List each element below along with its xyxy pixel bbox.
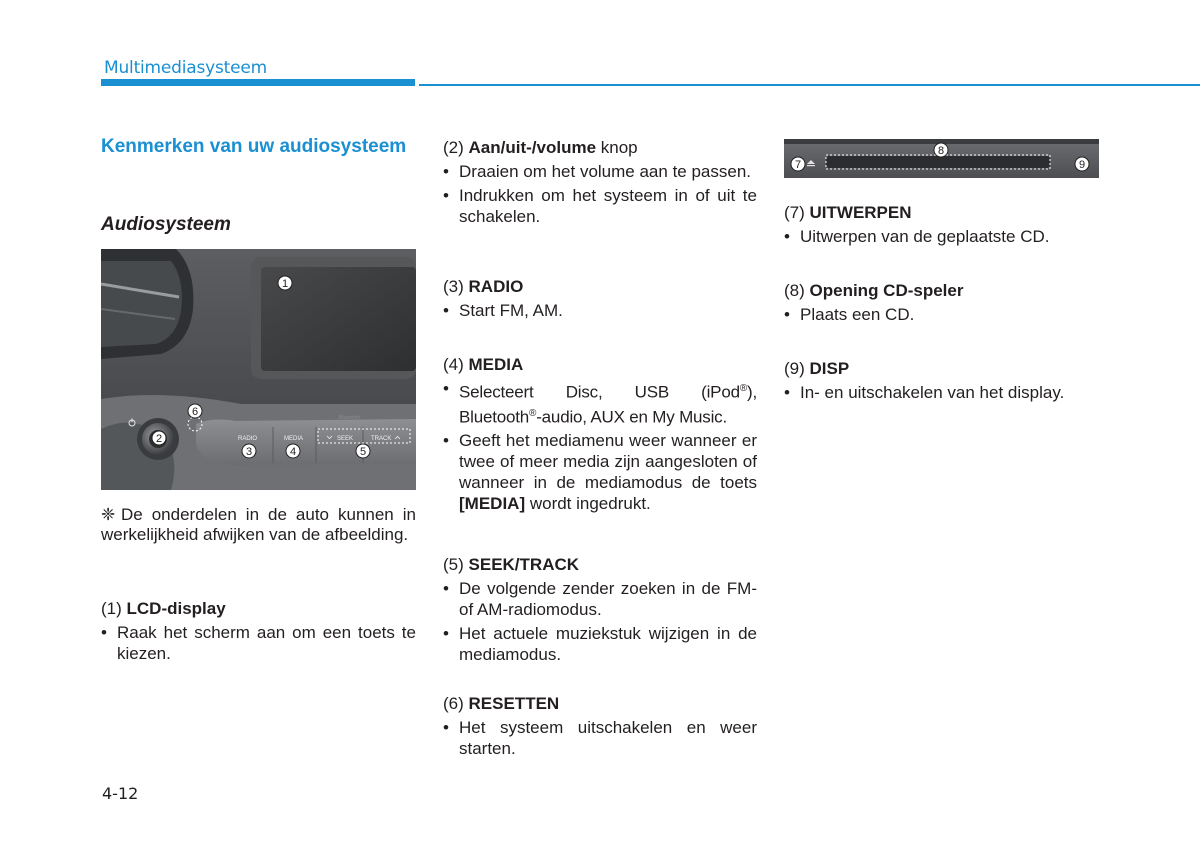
callout-2: 2 [155, 433, 163, 445]
bullet: • Indrukken om het systeem in of uit te schakelen. [443, 185, 757, 227]
running-header: Multimediasysteem [104, 58, 268, 78]
item-eject [784, 202, 1100, 250]
item-radio [443, 276, 757, 324]
cd-slot-illustration [784, 139, 1099, 178]
bullet: • In- en uitschakelen van het display. [784, 382, 1100, 403]
bullet: • Uitwerpen van de geplaatste CD. [784, 226, 1100, 247]
item-media [443, 354, 757, 517]
item-number: (7) [784, 203, 805, 222]
bullet: • Draaien om het volume aan te passen. [443, 161, 757, 182]
callout-5: 5 [359, 446, 367, 458]
item-number: (2) [443, 138, 464, 157]
item-number: (5) [443, 555, 464, 574]
item-name: RESETTEN [468, 694, 560, 713]
item-name: LCD-display [126, 599, 226, 618]
item-lcd-display [101, 598, 416, 667]
note-symbol: ❈ [101, 505, 116, 524]
callout-7: 7 [794, 159, 802, 171]
bullet: • Plaats een CD. [784, 304, 1100, 325]
head-unit-illustration [101, 249, 416, 490]
item-name: RADIO [468, 277, 524, 296]
bullet: • Selecteert Disc, USB (iPod®), Bluetooth®-audio, AUX en My Music. [443, 378, 757, 427]
callout-8: 8 [937, 145, 945, 157]
item-number: (4) [443, 355, 464, 374]
disclaimer-note [101, 505, 416, 545]
header-rule-thick [101, 79, 415, 86]
item-seek-track [443, 554, 757, 668]
track-button-label: TRACK [371, 436, 392, 442]
media-button-label: MEDIA [284, 436, 304, 442]
item-name: UITWERPEN [809, 203, 912, 222]
item-number: (9) [784, 359, 805, 378]
item-reset [443, 693, 757, 762]
item-name: SEEK/TRACK [468, 555, 580, 574]
header-rule-thin [419, 84, 1200, 86]
item-number: (6) [443, 694, 464, 713]
item-cd-slot [784, 280, 1100, 328]
item-name: DISP [809, 359, 850, 378]
item-suffix: knop [596, 138, 638, 157]
item-number: (1) [101, 599, 122, 618]
callout-4: 4 [289, 446, 297, 458]
bullet: • Start FM, AM. [443, 300, 757, 321]
item-name: MEDIA [468, 355, 524, 374]
bluetooth-label: Bluetooth [339, 415, 361, 421]
callout-1: 1 [281, 278, 289, 290]
bullet: • De volgende zender zoeken in de FM- of AM-radiomodus. [443, 578, 757, 620]
page-number: 4-12 [102, 784, 139, 803]
item-name: Opening CD-speler [809, 281, 964, 300]
callout-9: 9 [1078, 159, 1086, 171]
item-number: (3) [443, 277, 464, 296]
bullet: • Het systeem uitschakelen en weer starten. [443, 717, 757, 759]
item-power-volume [443, 137, 757, 230]
callout-3: 3 [245, 446, 253, 458]
bullet: • Raak het scherm aan om een toets te kiezen. [101, 622, 416, 664]
radio-button-label: RADIO [238, 436, 258, 442]
note-text: De onderdelen in de auto kunnen in werkelijkheid afwijken van de afbeelding. [101, 505, 416, 544]
section-title: Kenmerken van uw audiosysteem [101, 136, 407, 157]
subsection-title: Audiosysteem [101, 214, 231, 235]
bullet: • Geeft het mediamenu weer wanneer er twee of meer media zijn aangesloten of wanneer in de mediamodus de toets [MEDIA] wordt ingedrukt. [443, 430, 757, 514]
item-name: Aan/uit-/volume [468, 138, 597, 157]
item-disp [784, 358, 1100, 406]
bullet: • Het actuele muziekstuk wijzigen in de mediamodus. [443, 623, 757, 665]
callout-6: 6 [191, 406, 199, 418]
seek-button-label: SEEK [337, 436, 354, 442]
item-number: (8) [784, 281, 805, 300]
